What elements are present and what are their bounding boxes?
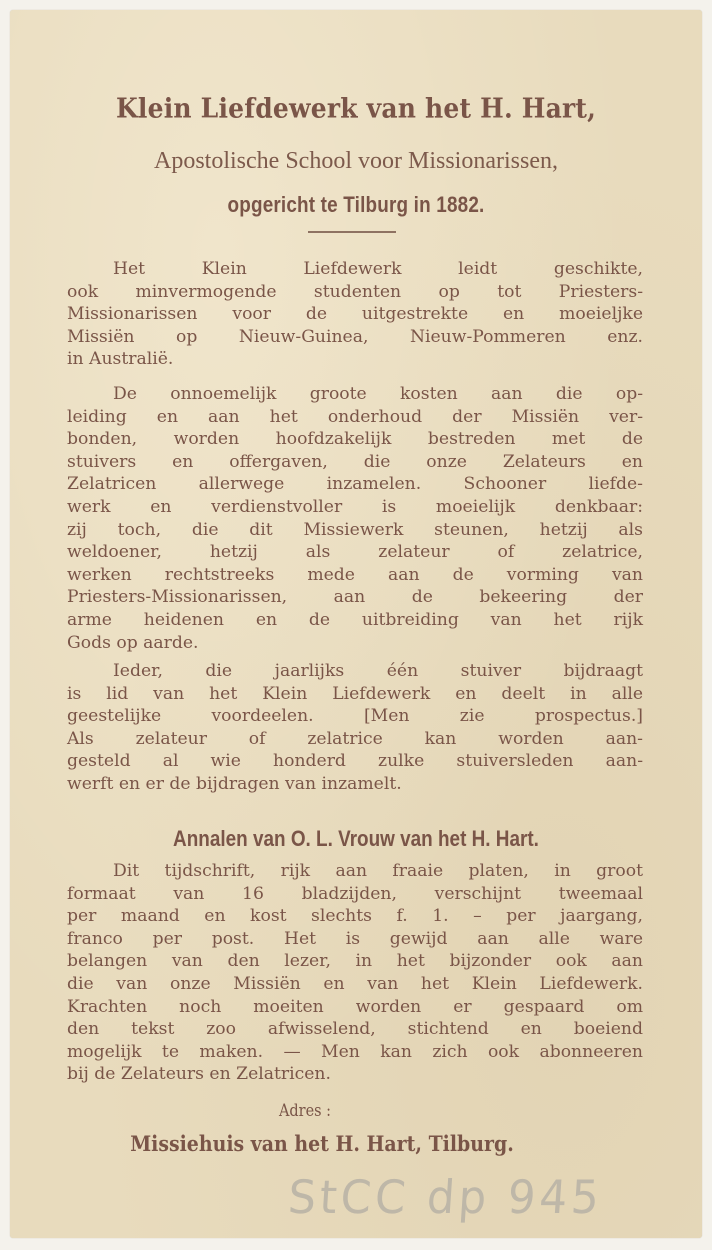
- paragraph-annalen: [67, 860, 643, 1086]
- text-line: den tekst zoo afwisselend, stichtend en boeiend: [67, 1019, 643, 1040]
- text-line: Missiën op Nieuw-Guinea, Nieuw-Pommeren enz.: [67, 326, 643, 347]
- text-line: geestelijke voordeelen. [Men zie prospectus.]: [67, 706, 643, 727]
- pencil-inscription: StCC dp 945: [286, 1170, 605, 1224]
- text-line: Als zelateur of zelatrice kan worden aan-: [67, 728, 643, 749]
- printed-card: [10, 10, 702, 1238]
- text-line: werken rechtstreeks mede aan de vorming van: [67, 564, 643, 585]
- address-value: Missiehuis van het H. Hart, Tilburg.: [130, 1132, 514, 1157]
- text-line: mogelijk te maken. — Men kan zich ook abonneeren: [67, 1041, 643, 1062]
- text-line: werk en verdienstvoller is moeielijk denkbaar:: [67, 496, 643, 517]
- text-line: leiding en aan het onderhoud der Missiën ver-: [67, 406, 643, 427]
- text-line: Missionarissen voor de uitgestrekte en moeieljke: [67, 304, 643, 325]
- paragraph-membership: [67, 660, 643, 796]
- address-label: Adres :: [278, 1101, 332, 1121]
- text-line: per maand en kost slechts f. 1. – per jaargang,: [67, 906, 643, 927]
- annalen-heading: Annalen van O. L. Vrouw van het H. Hart.: [173, 826, 539, 851]
- text-line: formaat van 16 bladzijden, verschijnt tweemaal: [67, 883, 643, 904]
- paragraph-intro: [67, 258, 643, 371]
- founded-line: opgericht te Tilburg in 1882.: [227, 192, 485, 217]
- card-subtitle: Apostolische School voor Missionarissen,: [154, 148, 558, 174]
- text-line: Priesters-Missionarissen, aan de bekeering der: [67, 587, 643, 608]
- text-line: Gods op aarde.: [67, 632, 199, 653]
- text-line: belangen van den lezer, in het bijzonder ook aan: [67, 951, 643, 972]
- text-line: die van onze Missiën en van het Klein Liefdewerk.: [67, 973, 643, 994]
- text-line: Krachten noch moeiten worden er gespaard om: [67, 996, 643, 1017]
- card-title: Klein Liefdewerk van het H. Hart,: [115, 92, 597, 125]
- text-line: werft en er de bijdragen van inzamelt.: [67, 773, 402, 794]
- text-line: stuivers en offergaven, die onze Zelateurs en: [67, 451, 643, 472]
- text-line: zij toch, die dit Missiewerk steunen, hetzij als: [67, 519, 643, 540]
- text-line: bij de Zelateurs en Zelatricen.: [67, 1064, 331, 1085]
- text-line: weldoener, hetzij als zelateur of zelatrice,: [67, 542, 643, 563]
- text-line: in Australië.: [67, 349, 174, 370]
- text-line: Zelatricen allerwege inzamelen. Schooner liefde-: [67, 474, 643, 495]
- text-line: arme heidenen en de uitbreiding van het rijk: [67, 609, 643, 630]
- text-line: Het Klein Liefdewerk leidt geschikte,: [113, 259, 643, 279]
- text-line: De onnoemelijk groote kosten aan die op-: [113, 384, 643, 404]
- text-line: bonden, worden hoofdzakelijk bestreden met de: [67, 429, 643, 450]
- paragraph-costs: [67, 383, 643, 654]
- text-line: ook minvermogende studenten op tot Priesters-: [67, 281, 643, 302]
- text-line: gesteld al wie honderd zulke stuiversleden aan-: [67, 751, 643, 772]
- text-line: Dit tijdschrift, rijk aan fraaie platen, in groot: [113, 861, 643, 881]
- text-line: is lid van het Klein Liefdewerk en deelt in alle: [67, 683, 643, 704]
- text-line: Ieder, die jaarlijks één stuiver bijdraagt: [113, 661, 643, 681]
- title-divider: [308, 231, 396, 233]
- text-line: franco per post. Het is gewijd aan alle ware: [67, 928, 643, 949]
